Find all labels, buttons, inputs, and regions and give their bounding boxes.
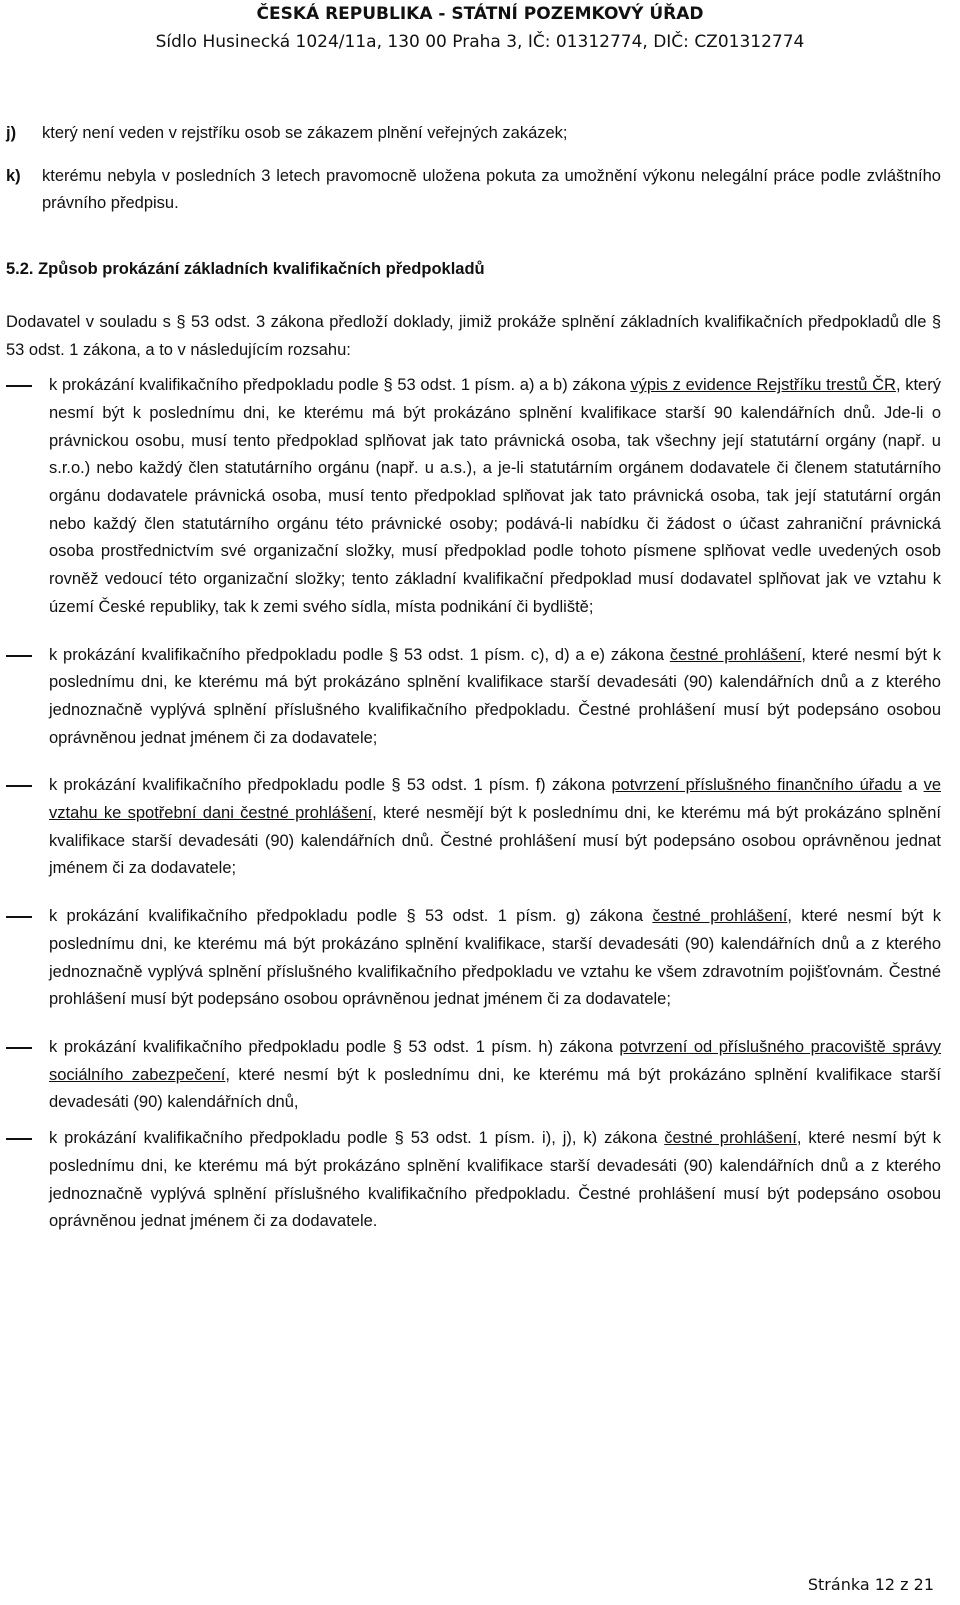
header-title: ČESKÁ REPUBLIKA - STÁTNÍ POZEMKOVÝ ÚŘAD — [256, 4, 704, 24]
bullet-underlined-text: ve vztahu ke spotřební dani čestné prohlášení — [49, 776, 941, 823]
bullet-underlined-text: čestné prohlášení — [664, 1129, 797, 1148]
list-item-text: kterému nebyla v posledních 3 letech pravomocně uložena pokuta za umožnění výkonu nelegální práce podle zvláštního právního předpisu. — [42, 166, 941, 213]
bullet-text: , které nesmí být k poslednímu dni, ke kterému má být prokázáno splnění kvalifikace starší devadesáti (90) kalendářních dnů, — [49, 1065, 941, 1112]
document-body — [6, 120, 941, 1256]
dash-icon — [6, 385, 32, 387]
page-header — [0, 0, 960, 56]
bullet-item — [6, 372, 941, 621]
bullet-underlined-text: potvrzení příslušného finančního úřadu — [611, 776, 902, 795]
dash-icon — [6, 655, 32, 657]
bullet-text: k prokázání kvalifikačního předpokladu podle § 53 odst. 1 písm. c), d) a e) zákona — [49, 645, 670, 664]
bullet-item — [6, 642, 941, 753]
bullet-text: k prokázání kvalifikačního předpokladu podle § 53 odst. 1 písm. f) zákona — [49, 776, 612, 795]
bullet-text: k prokázání kvalifikačního předpokladu podle § 53 odst. 1 písm. a) a b) zákona — [49, 376, 631, 395]
bullet-item — [6, 1125, 941, 1236]
bullet-text: , který nesmí být k poslednímu dni, ke kterému má být prokázáno splnění kvalifikace starší 90 kalendářních dnů. Jde-li o právnickou osobu, musí tento předpoklad splňovat jak tato právnická osoba, tak všechny její statutární orgány (např. u s.r.o.) nebo každý člen statutárního orgánu (např. u a.s.), a je-li statutárním orgánem dodavatele či členem statutárního orgánu dodavatele právnická osoba, musí tento předpoklad splňovat jak tato právnická osoba, tak její statutární orgán nebo každý člen statutárního orgánu této právnické osoby; podává-li nabídku či žádost o účast zahraniční právnická osoba prostřednictvím své organizační složky, musí předpoklad podle tohoto písmene splňovat vedle uvedených osob rovněž vedoucí této organizační složky; tento základní kvalifikační předpoklad musí dodavatel splňovat jak ve vztahu k území České republiky, tak k zemi svého sídla, místa podnikání či bydliště; — [49, 376, 941, 616]
list-letter: k) — [6, 166, 21, 185]
page-number: Stránka 12 z 21 — [807, 1575, 934, 1594]
list-item-j — [6, 120, 941, 148]
dash-icon — [6, 1138, 32, 1140]
bullet-item — [6, 772, 941, 883]
bullet-item — [6, 1034, 941, 1117]
bullet-underlined-text: potvrzení od příslušného pracoviště správy sociálního zabezpečení — [49, 1037, 941, 1084]
bullet-text: , které nesmí být k poslednímu dni, ke kterému má být prokázáno splnění kvalifikace starší devadesáti (90) kalendářních dnů a z kterého jednoznačně vyplývá splnění příslušného kvalifikačního předpokladu. Čestné prohlášení musí být podepsáno osobou oprávněnou jednat jménem či za dodavatele. — [49, 1129, 942, 1231]
intro-paragraph: Dodavatel v souladu s § 53 odst. 3 zákona předloží doklady, jimiž prokáže splnění základních kvalifikačních předpokladů dle § 53 odst. 1 zákona, a to v následujícím rozsahu: — [6, 312, 941, 359]
header-address: Sídlo Husinecká 1024/11a, 130 00 Praha 3, IČ: 01312774, DIČ: CZ01312774 — [155, 32, 805, 52]
section-heading: 5.2. Způsob prokázání základních kvalifikačních předpokladů — [6, 260, 485, 279]
bullet-underlined-text: čestné prohlášení — [669, 645, 802, 664]
bullet-text: , které nesmí být k poslednímu dni, ke kterému má být prokázáno splnění kvalifikace starší devadesáti (90) kalendářních dnů a z kterého jednoznačně vyplývá splnění příslušného kvalifikačního předpokladu. Čestné prohlášení musí být podepsáno osobou oprávněnou jednat jménem či za dodavatele; — [49, 645, 942, 747]
dash-icon — [6, 1047, 32, 1049]
bullet-underlined-text: výpis z evidence Rejstříku trestů ČR — [630, 376, 896, 395]
list-item-text: který není veden v rejstříku osob se zákazem plnění veřejných zakázek; — [42, 124, 568, 142]
list-item-k — [6, 163, 941, 218]
bullet-text: a — [901, 776, 924, 795]
bullet-item — [6, 903, 941, 1014]
bullet-text: , které nesmí být k poslednímu dni, ke kterému má být prokázáno splnění kvalifikace, starší devadesáti (90) kalendářních dnů a z kterého jednoznačně vyplývá splnění příslušného kvalifikačního předpokladu ve vztahu ke všem zdravotním pojišťovnám. Čestné prohlášení musí být podepsáno osobou oprávněnou jednat jménem či za dodavatele; — [49, 907, 941, 1009]
bullet-list — [6, 372, 941, 1236]
dash-icon — [6, 916, 32, 918]
bullet-text: , které nesmějí být k poslednímu dni, ke kterému má být prokázáno splnění kvalifikace starší devadesáti (90) kalendářních dnů. Čestné prohlášení musí být podepsáno osobou oprávněnou jednat jménem či za dodavatele; — [49, 804, 941, 878]
bullet-text: k prokázání kvalifikačního předpokladu podle § 53 odst. 1 písm. h) zákona — [49, 1037, 620, 1056]
dash-icon — [6, 785, 32, 787]
bullet-underlined-text: čestné prohlášení — [652, 907, 788, 926]
bullet-text: k prokázání kvalifikačního předpokladu podle § 53 odst. 1 písm. g) zákona — [49, 907, 653, 926]
list-letter: j) — [6, 124, 17, 142]
bullet-text: k prokázání kvalifikačního předpokladu podle § 53 odst. 1 písm. i), j), k) zákona — [49, 1129, 665, 1148]
